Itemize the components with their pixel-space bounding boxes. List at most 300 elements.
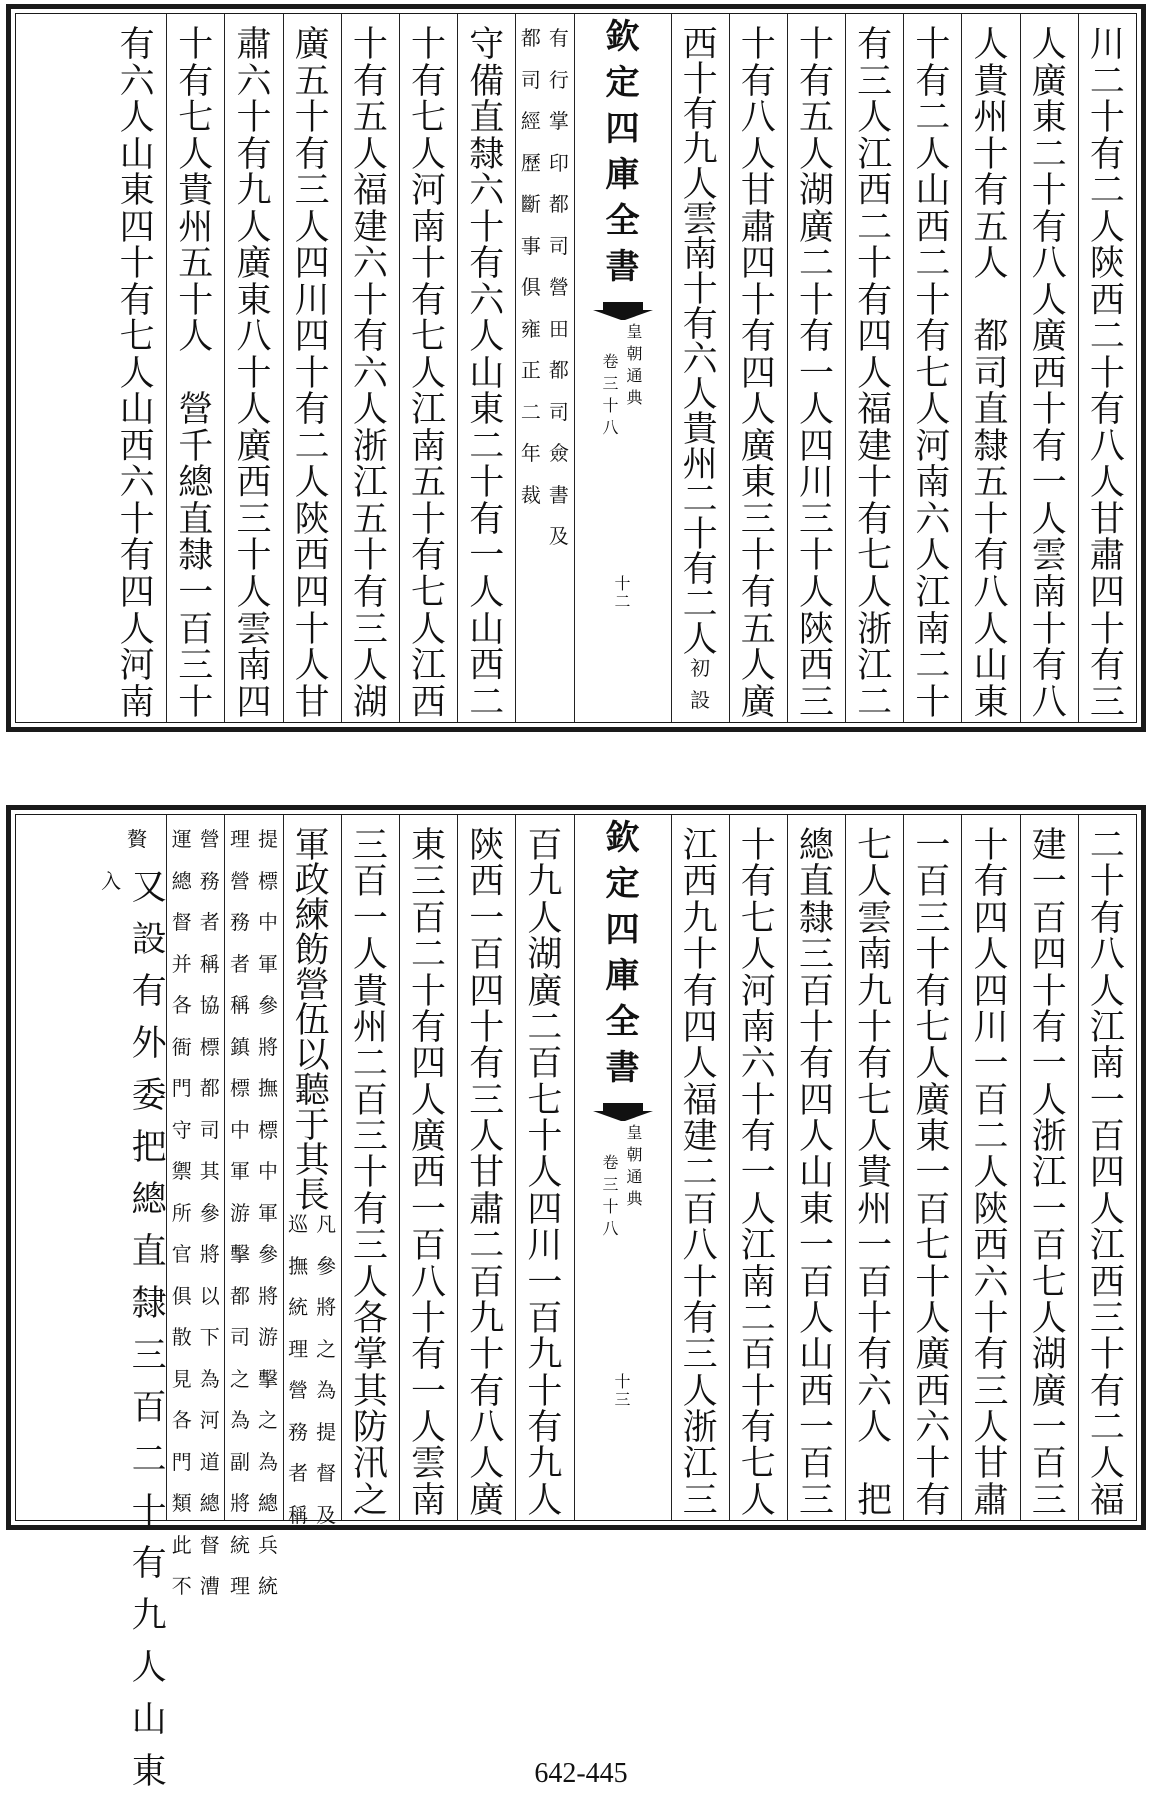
char: 二 bbox=[294, 426, 330, 467]
char: 人 bbox=[411, 134, 447, 175]
char: 南 bbox=[740, 1007, 776, 1048]
char: 十 bbox=[740, 536, 776, 577]
char: 九 bbox=[527, 1335, 563, 1376]
char: 州 bbox=[352, 1007, 388, 1048]
char: 四 bbox=[605, 910, 640, 950]
char: 漕 bbox=[199, 1574, 220, 1598]
char: 十 bbox=[798, 536, 834, 577]
char: 一 bbox=[1031, 1189, 1067, 1230]
char: 印 bbox=[548, 150, 569, 175]
char: 一 bbox=[411, 1371, 447, 1412]
char: 十 bbox=[469, 207, 505, 248]
char: 人 bbox=[1031, 499, 1067, 540]
char: 人 bbox=[915, 390, 951, 431]
char: 統 bbox=[257, 1574, 278, 1598]
char: 十 bbox=[973, 499, 1009, 540]
char: 長 bbox=[294, 1176, 330, 1216]
char: 人 bbox=[973, 1408, 1009, 1448]
char: 此 bbox=[171, 1532, 192, 1557]
char: 十 bbox=[915, 935, 951, 976]
char: 人 bbox=[1089, 1444, 1125, 1485]
annotation-pair bbox=[229, 829, 279, 1618]
char: 東 bbox=[236, 280, 272, 321]
char: 百 bbox=[798, 1444, 834, 1485]
char: 貴 bbox=[973, 61, 1009, 102]
char: 守 bbox=[469, 25, 505, 65]
char: 百 bbox=[798, 971, 834, 1012]
char: 有 bbox=[1031, 1007, 1067, 1048]
char: 有 bbox=[973, 1335, 1009, 1376]
char: 廣 bbox=[236, 426, 272, 467]
char: 卷 bbox=[602, 352, 619, 371]
char: 廣 bbox=[1031, 1371, 1067, 1412]
char: 十 bbox=[973, 826, 1009, 866]
char: 有 bbox=[352, 1189, 388, 1230]
char: 千 bbox=[178, 426, 214, 467]
char: 百 bbox=[527, 1044, 563, 1085]
char: 四 bbox=[605, 109, 640, 149]
upper-left-column-3 bbox=[399, 14, 457, 722]
char: 者 bbox=[199, 910, 220, 934]
char: 十 bbox=[352, 536, 388, 577]
char: 直 bbox=[131, 1231, 167, 1272]
char: 有 bbox=[682, 550, 718, 590]
char: 五 bbox=[798, 98, 834, 139]
char: 西 bbox=[411, 682, 447, 723]
char: 四 bbox=[119, 207, 155, 248]
char: 十 bbox=[469, 1007, 505, 1048]
char: 中 bbox=[257, 1159, 278, 1183]
char: 十 bbox=[527, 1117, 563, 1157]
char: 江 bbox=[682, 826, 718, 866]
char: 人 bbox=[236, 207, 272, 248]
char: 總 bbox=[798, 826, 834, 866]
char: 朝 bbox=[626, 1145, 643, 1164]
upper-left-column-7 bbox=[166, 14, 224, 722]
char: 欽 bbox=[605, 17, 640, 57]
char: 二 bbox=[682, 480, 718, 520]
char: 人 bbox=[469, 317, 505, 358]
char: 人 bbox=[740, 134, 776, 175]
char: 司 bbox=[520, 67, 541, 92]
char: 浙 bbox=[857, 609, 893, 650]
char: 一 bbox=[527, 1262, 563, 1303]
lower-right-column-8 bbox=[671, 815, 729, 1520]
char: 二 bbox=[352, 1044, 388, 1085]
char: 營 bbox=[229, 868, 250, 893]
char: 五 bbox=[740, 609, 776, 650]
annotation-top bbox=[126, 829, 148, 871]
char: 一 bbox=[973, 1044, 1009, 1085]
char: 三 bbox=[1089, 682, 1125, 723]
char: 營 bbox=[199, 827, 220, 851]
char: 有 bbox=[857, 1335, 893, 1376]
char: 三 bbox=[798, 682, 834, 723]
char: 四 bbox=[1031, 935, 1067, 976]
char: 五 bbox=[352, 499, 388, 540]
char: 五 bbox=[411, 463, 447, 504]
char: 有 bbox=[740, 1117, 776, 1157]
char: 理 bbox=[229, 827, 250, 851]
char: 司 bbox=[199, 1117, 220, 1142]
char: 軍 bbox=[294, 826, 330, 866]
char: 甘 bbox=[973, 1444, 1009, 1485]
char: 江 bbox=[1089, 1007, 1125, 1048]
char: 標 bbox=[229, 1076, 250, 1100]
char: 人 bbox=[352, 1262, 388, 1303]
char: 廣 bbox=[1031, 317, 1067, 358]
char: 人 bbox=[682, 620, 718, 660]
char: 二 bbox=[527, 1007, 563, 1048]
char: 副 bbox=[229, 1449, 250, 1474]
char: 江 bbox=[915, 572, 951, 613]
char: 福 bbox=[1089, 1480, 1125, 1521]
char: 有 bbox=[740, 572, 776, 613]
char: 百 bbox=[1031, 898, 1067, 939]
char: 有 bbox=[857, 280, 893, 321]
char: 年 bbox=[520, 441, 541, 465]
char: 有 bbox=[411, 1007, 447, 1048]
char: 湖 bbox=[527, 935, 563, 976]
char: 四 bbox=[973, 971, 1009, 1012]
char: 十 bbox=[857, 244, 893, 285]
char: 三 bbox=[352, 826, 388, 866]
char: 田 bbox=[548, 316, 569, 341]
char: 山 bbox=[915, 171, 951, 212]
char: 西 bbox=[469, 862, 505, 903]
char: 人 bbox=[352, 390, 388, 431]
char: 十 bbox=[411, 1298, 447, 1339]
char: 一 bbox=[1031, 862, 1067, 903]
char: 將 bbox=[199, 1242, 220, 1266]
char: 有 bbox=[469, 244, 505, 285]
char: 七 bbox=[915, 1226, 951, 1267]
char: 總 bbox=[199, 1491, 220, 1515]
char: 一 bbox=[915, 826, 951, 866]
char: 稱 bbox=[199, 951, 220, 976]
char: 人 bbox=[1031, 1080, 1067, 1121]
char: 十 bbox=[915, 1444, 951, 1485]
char: 司 bbox=[973, 353, 1009, 394]
char: 七 bbox=[915, 1007, 951, 1048]
char: 道 bbox=[199, 1449, 220, 1474]
char: 有 bbox=[1089, 898, 1125, 939]
char: 十 bbox=[411, 499, 447, 540]
char: 二 bbox=[740, 1298, 776, 1339]
char: 事 bbox=[520, 233, 541, 258]
char: 東 bbox=[798, 1189, 834, 1230]
char: 人 bbox=[973, 609, 1009, 650]
char: 有 bbox=[857, 25, 893, 65]
char: 西 bbox=[973, 1226, 1009, 1267]
char: 西 bbox=[411, 1153, 447, 1194]
lower-left-column-2 bbox=[457, 815, 515, 1520]
char: 九 bbox=[682, 898, 718, 939]
char: 隸 bbox=[469, 134, 505, 175]
char: 督 bbox=[199, 1532, 220, 1557]
char: 有 bbox=[1031, 207, 1067, 248]
char: 人 bbox=[857, 353, 893, 394]
char: 防 bbox=[352, 1408, 388, 1448]
char: 九 bbox=[682, 130, 718, 170]
char: 甘 bbox=[469, 1153, 505, 1194]
char: 人 bbox=[1089, 1189, 1125, 1230]
char: 三 bbox=[740, 499, 776, 540]
char: 二 bbox=[1031, 134, 1067, 175]
char: 十 bbox=[469, 1335, 505, 1376]
char: 贅 bbox=[127, 827, 148, 851]
char: 人 bbox=[798, 1298, 834, 1339]
char: 有 bbox=[973, 171, 1009, 212]
char: 二 bbox=[1089, 171, 1125, 212]
upper-right-column-1 bbox=[1078, 14, 1136, 722]
char: 州 bbox=[178, 207, 214, 248]
char: 四 bbox=[294, 244, 330, 285]
char: 三 bbox=[1089, 1298, 1125, 1339]
char: 裁 bbox=[520, 482, 541, 507]
char: 六 bbox=[857, 1371, 893, 1412]
char: 七 bbox=[915, 353, 951, 394]
char: 南 bbox=[411, 207, 447, 248]
char: 州 bbox=[682, 445, 718, 485]
upper-left-column-4 bbox=[341, 14, 399, 722]
char: 福 bbox=[857, 390, 893, 431]
char: 人 bbox=[798, 390, 834, 431]
char: 有 bbox=[1089, 390, 1125, 431]
char: 西 bbox=[294, 536, 330, 577]
char: 八 bbox=[1031, 244, 1067, 285]
char: 下 bbox=[199, 1325, 220, 1349]
char: 東 bbox=[131, 1751, 167, 1792]
char: 直 bbox=[973, 390, 1009, 431]
char: 標 bbox=[257, 1117, 278, 1142]
char: 六 bbox=[352, 353, 388, 394]
char: 參 bbox=[257, 993, 278, 1017]
char: 朝 bbox=[626, 344, 643, 363]
char: 百 bbox=[857, 1262, 893, 1303]
char: 人 bbox=[411, 353, 447, 394]
char: 河 bbox=[740, 971, 776, 1012]
char: 南 bbox=[915, 463, 951, 504]
char: 肅 bbox=[740, 207, 776, 248]
char: 山 bbox=[798, 1335, 834, 1376]
char: 人 bbox=[411, 609, 447, 650]
char: 參 bbox=[199, 1200, 220, 1225]
char: 并 bbox=[171, 951, 192, 976]
char: 各 bbox=[352, 1298, 388, 1339]
char: 所 bbox=[171, 1200, 192, 1225]
char: 有 bbox=[294, 134, 330, 175]
char: 設 bbox=[690, 688, 711, 712]
char: 八 bbox=[1089, 426, 1125, 467]
char: 外 bbox=[131, 1023, 167, 1064]
char: 軍 bbox=[257, 951, 278, 976]
char: 人 bbox=[798, 1117, 834, 1157]
char bbox=[171, 357, 221, 394]
char: 二 bbox=[798, 244, 834, 285]
char: 營 bbox=[294, 966, 330, 1006]
char: 理 bbox=[288, 1336, 309, 1361]
char: 川 bbox=[294, 280, 330, 321]
annotation-pair bbox=[287, 1214, 337, 1546]
char: 陝 bbox=[973, 1189, 1009, 1230]
char: 肅 bbox=[973, 1480, 1009, 1521]
char: 百 bbox=[527, 826, 563, 866]
char: 三 bbox=[798, 935, 834, 976]
char: 十 bbox=[973, 134, 1009, 175]
char: 十 bbox=[527, 1371, 563, 1412]
char: 西 bbox=[682, 862, 718, 903]
char: 廣 bbox=[740, 682, 776, 723]
char: 總 bbox=[131, 1179, 167, 1220]
char: 有 bbox=[682, 305, 718, 345]
char: 川 bbox=[973, 1007, 1009, 1048]
char: 八 bbox=[411, 1262, 447, 1303]
char: 書 bbox=[605, 1048, 640, 1088]
char: 七 bbox=[178, 98, 214, 139]
char: 人 bbox=[1031, 1298, 1067, 1339]
char: 二 bbox=[469, 682, 505, 723]
char: 浙 bbox=[682, 1408, 718, 1448]
char: 直 bbox=[798, 862, 834, 903]
char: 俱 bbox=[520, 275, 541, 299]
char: 八 bbox=[1031, 682, 1067, 723]
char: 江 bbox=[411, 646, 447, 687]
char: 人 bbox=[915, 134, 951, 175]
char: 卷 bbox=[602, 1153, 619, 1172]
annotation-left bbox=[520, 28, 542, 568]
char: 將 bbox=[257, 1034, 278, 1059]
char: 鎮 bbox=[229, 1034, 250, 1059]
char: 貴 bbox=[682, 410, 718, 450]
char: 十 bbox=[1031, 171, 1067, 212]
annotation-right bbox=[548, 28, 570, 568]
char: 江 bbox=[1089, 1226, 1125, 1267]
char: 有 bbox=[740, 862, 776, 903]
char: 十 bbox=[973, 1298, 1009, 1339]
char: 江 bbox=[857, 646, 893, 687]
char: 一 bbox=[740, 1153, 776, 1194]
annotation-right bbox=[257, 829, 279, 1618]
char: 九 bbox=[469, 1298, 505, 1339]
char: 都 bbox=[548, 358, 569, 382]
char: 東 bbox=[973, 682, 1009, 723]
char: 十 bbox=[119, 244, 155, 285]
char: 百 bbox=[411, 898, 447, 939]
char: 人 bbox=[1031, 280, 1067, 321]
char: 浙 bbox=[1031, 1117, 1067, 1157]
char: 人 bbox=[469, 1444, 505, 1485]
char: 河 bbox=[411, 171, 447, 212]
char: 人 bbox=[915, 1044, 951, 1085]
char: 四 bbox=[1089, 572, 1125, 613]
char: 人 bbox=[740, 390, 776, 431]
char: 廣 bbox=[236, 244, 272, 285]
char: 貴 bbox=[352, 971, 388, 1012]
char: 三 bbox=[352, 609, 388, 650]
char: 西 bbox=[119, 426, 155, 467]
char: 斷 bbox=[520, 192, 541, 216]
char: 四 bbox=[527, 1189, 563, 1230]
char: 南 bbox=[857, 935, 893, 976]
char: 百 bbox=[798, 1262, 834, 1303]
char: 為 bbox=[257, 1449, 278, 1474]
char: 雲 bbox=[1031, 536, 1067, 577]
char: 參 bbox=[316, 1253, 337, 1278]
char: 人 bbox=[740, 1189, 776, 1230]
char: 一 bbox=[352, 898, 388, 939]
char: 四 bbox=[236, 682, 272, 723]
char: 有 bbox=[740, 317, 776, 358]
char: 其 bbox=[199, 1159, 220, 1183]
char: 三 bbox=[798, 1480, 834, 1521]
char bbox=[850, 1447, 900, 1483]
char: 把 bbox=[131, 1127, 167, 1168]
lower-right-column-4 bbox=[903, 815, 961, 1520]
char: 七 bbox=[1031, 1262, 1067, 1303]
char: 典 bbox=[626, 388, 643, 407]
char: 四 bbox=[1089, 1153, 1125, 1194]
char: 人 bbox=[178, 317, 214, 358]
char: 二 bbox=[915, 98, 951, 139]
char: 川 bbox=[1089, 25, 1125, 65]
char: 二 bbox=[469, 426, 505, 467]
char: 江 bbox=[740, 1226, 776, 1267]
char: 標 bbox=[257, 868, 278, 893]
section-title bbox=[602, 324, 644, 442]
char: 者 bbox=[288, 1461, 309, 1485]
char: 十 bbox=[857, 1007, 893, 1048]
char: 二 bbox=[857, 207, 893, 248]
char: 廣 bbox=[798, 207, 834, 248]
char: 人 bbox=[857, 1408, 893, 1448]
char: 百 bbox=[469, 1262, 505, 1303]
char: 建 bbox=[857, 426, 893, 467]
char: 人 bbox=[178, 134, 214, 175]
lower-left-column-3 bbox=[399, 815, 457, 1520]
char: 俱 bbox=[171, 1283, 192, 1308]
char: 七 bbox=[740, 1444, 776, 1485]
char: 山 bbox=[119, 390, 155, 431]
char: 十 bbox=[614, 1372, 631, 1391]
char: 甘 bbox=[1089, 499, 1125, 540]
char: 人 bbox=[973, 25, 1009, 65]
char: 十 bbox=[857, 1298, 893, 1339]
char: 都 bbox=[973, 317, 1009, 358]
char: 七 bbox=[857, 536, 893, 577]
char: 東 bbox=[411, 826, 447, 866]
char: 五 bbox=[973, 463, 1009, 504]
char: 有 bbox=[857, 499, 893, 540]
char: 有 bbox=[1089, 646, 1125, 687]
lower-center-column bbox=[574, 815, 671, 1520]
upper-page bbox=[6, 4, 1146, 732]
char: 廣 bbox=[915, 1080, 951, 1121]
char: 有 bbox=[682, 971, 718, 1012]
char: 有 bbox=[798, 317, 834, 358]
char: 協 bbox=[199, 993, 220, 1017]
char: 湖 bbox=[798, 171, 834, 212]
char: 十 bbox=[352, 1153, 388, 1194]
upper-left-column-6 bbox=[224, 14, 282, 722]
char: 為 bbox=[229, 1408, 250, 1432]
char: 肅 bbox=[469, 1189, 505, 1230]
char: 有 bbox=[119, 25, 155, 65]
char: 二 bbox=[1089, 61, 1125, 102]
char: 山 bbox=[131, 1699, 167, 1740]
char: 東 bbox=[469, 390, 505, 431]
char: 西 bbox=[915, 1371, 951, 1412]
